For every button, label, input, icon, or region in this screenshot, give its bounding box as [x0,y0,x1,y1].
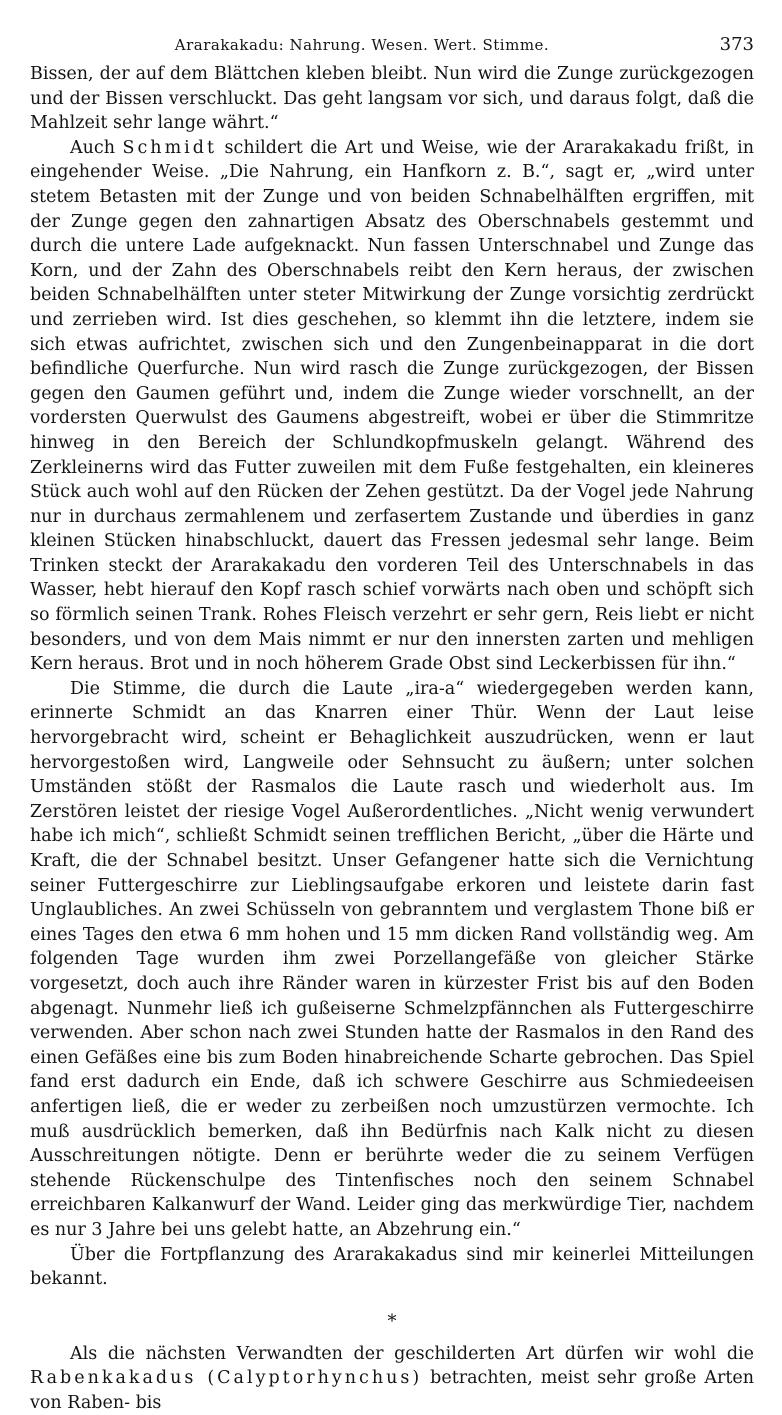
paragraph-5 [30,1342,754,1415]
genus-name-spaced: Rabenkakadus (Calyptorhynchus) [30,1368,423,1389]
running-title: Ararakakadu: Nahrung. Wesen. Wert. Stimme. [174,36,550,54]
section-divider: * [387,1310,397,1332]
author-name-spaced: Schmidt [122,137,218,158]
body-text [30,62,754,1415]
paragraph-5-text: betrachten, meist sehr große Arten von Raben- bis [30,1368,754,1413]
paragraph-5-lead: Als die nächsten Verwandten der geschilderten Art dürfen wir wohl die [70,1343,754,1364]
paragraph-1: Bissen, der auf dem Blättchen kleben bleibt. Nun wird die Zunge zurückgezogen und der Bissen verschluckt. Das geht langsam vor sich, und daraus folgt, daß die Mahlzeit sehr lange währt.“ [30,64,754,134]
paragraph-2-lead: Auch [70,137,123,158]
page-header [30,28,754,62]
page-number: 373 [719,34,754,55]
book-page [30,28,754,1415]
paragraph-2 [30,136,754,677]
paragraph-2-text: schildert die Art und Weise, wie der Ararakakadu frißt, in eingehender Weise. „Die Nahrung, ein Hanfkorn z. B.“, sagt er, „wird unter stetem Betasten mit der Zunge und von beiden Schnabelhälften ergriffen, mit der Zunge gegen den zahnartigen Absatz des Oberschnabels gestemmt und durch die untere Lade aufgeknackt. Nun fassen Unterschnabel und Zunge das Korn, und der Zahn des Oberschnabels reibt den Kern heraus, der zwischen beiden Schnabelhälften unter steter Mitwirkung der Zunge vorsichtig zerdrückt und zerrieben wird. Ist dies geschehen, so klemmt ihn die letztere, indem sie sich etwas aufrichtet, zwischen sich und den Zungenbeinapparat in die dort befindliche Querfurche. Nun wird rasch die Zunge zurückgezogen, der Bissen gegen den Gaumen geführt und, indem die Zunge wieder vorschnellt, an der vordersten Querwulst des Gaumens abgestreift, wobei er über die Stimmritze hinweg in den Bereich der Schlundkopfmuskeln gelangt. Während des Zerkleinerns wird das Futter zuweilen mit dem Fuße festgehalten, ein kleineres Stück auch wohl auf den Rücken der Zehen gestützt. Da der Vogel jede Nahrung nur in durchaus zermahlenem und zerfasertem Zustande und überdies in ganz kleinen Stücken hinabschluckt, dauert das Fressen jedesmal sehr lange. Beim Trinken steckt der Ararakakadu den vorderen Teil des Unterschnabels in das Wasser, hebt hierauf den Kopf rasch schief vorwärts nach oben und schöpft sich so förmlich seinen Trank. Rohes Fleisch verzehrt er sehr gern, Reis liebt er nicht besonders, und von dem Mais nimmt er nur den innersten zarten und mehligen Kern heraus. Brot und in noch höherem Grade Obst sind Leckerbissen für ihn.“ [30,137,755,675]
paragraph-4: Über die Fortpflanzung des Ararakakadus sind mir keinerlei Mitteilungen bekannt. [30,1244,754,1290]
paragraph-3: Die Stimme, die durch die Laute „ira-a“ wiedergegeben werden kann, erinnerte Schmidt an das Knarren einer Thür. Wenn der Laut leise hervorgebracht wird, scheint er Behaglichkeit auszudrücken, wenn er laut hervorgestoßen wird, Langweile oder Sehnsucht zu äußern; unter solchen Umständen stößt der Rasmalos die Laute rasch und wiederholt aus. Im Zerstören leistet der riesige Vogel Außerordentliches. „Nicht wenig verwundert habe ich mich“, schließt Schmidt seinen trefflichen Bericht, „über die Härte und Kraft, die der Schnabel besitzt. Unser Gefangener hatte sich die Vernichtung seiner Futtergeschirre zur Lieblingsaufgabe erkoren und leistete darin fast Unglaubliches. An zwei Schüsseln von gebranntem und verglastem Thone biß er eines Tages den etwa 6 mm hohen und 15 mm dicken Rand vollständig weg. Am folgenden Tage wurden ihm zwei Porzellangefäße von gleicher Stärke vorgesetzt, doch auch ihre Ränder waren in kürzester Frist bis auf den Boden abgenagt. Nunmehr ließ ich gußeiserne Schmelzpfännchen als Futtergeschirre verwenden. Aber schon nach zwei Stunden hatte der Rasmalos in den Rand des einen Gefäßes eine bis zum Boden hinabreichende Scharte gebrochen. Das Spiel fand erst dadurch ein Ende, daß ich schwere Geschirre aus Schmiedeeisen anfertigen ließ, die er weder zu zerbeißen noch umzustürzen vermochte. Ich muß ausdrücklich bemerken, daß ihn Bedürfnis nach Kalk nicht zu diesen Ausschreitungen nötigte. Denn er berührte weder die zu seinem Verfügen stehende Rückenschulpe des Tintenfisches noch den seinem Schnabel erreichbaren Kalkanwurf der Wand. Leider ging das merkwürdige Tier, nachdem es nur 3 Jahre bei uns gelebt hatte, an Abzehrung ein.“ [30,678,754,1240]
